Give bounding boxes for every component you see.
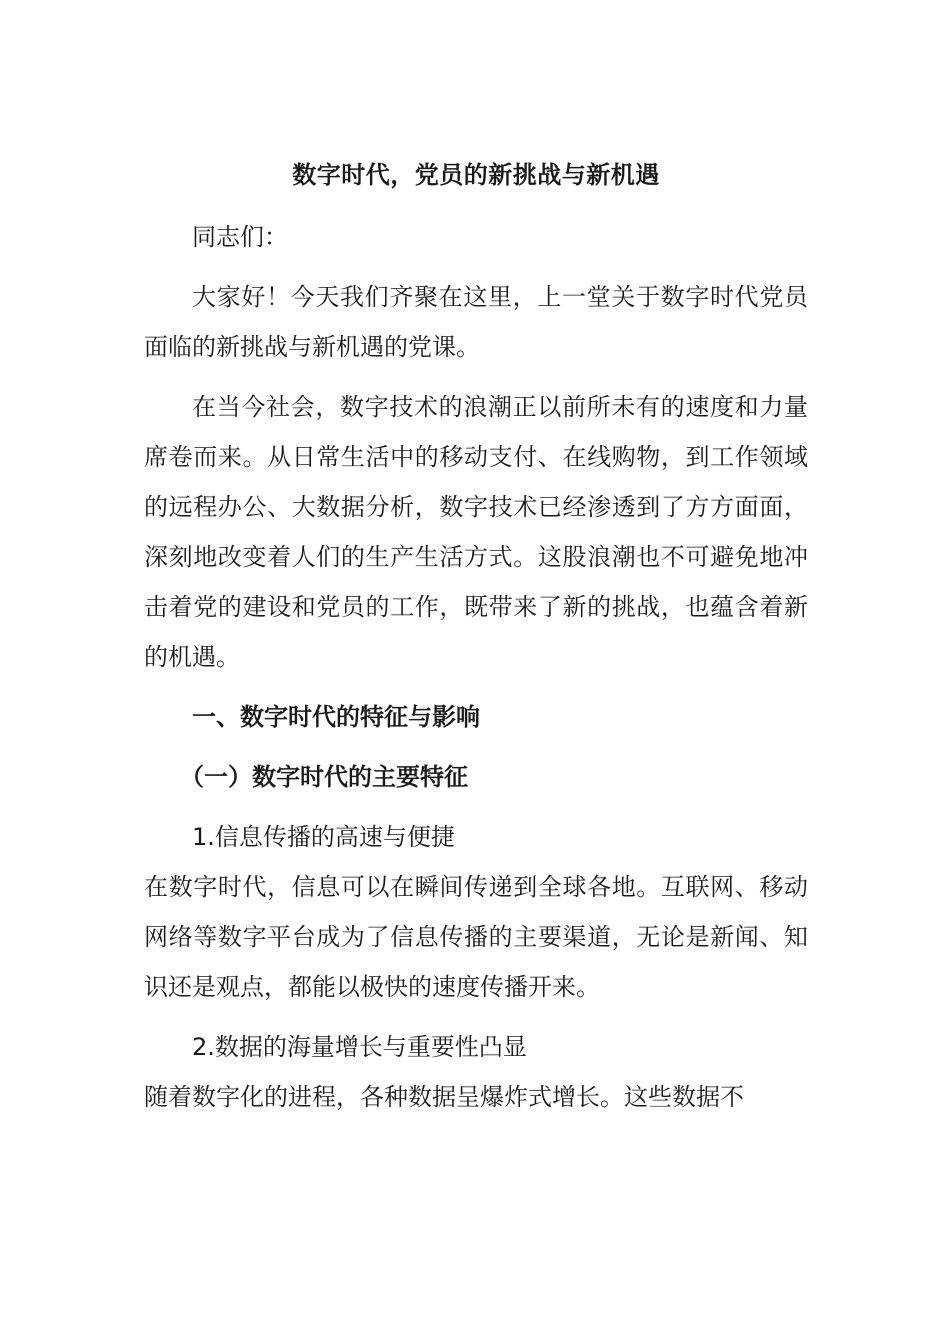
item-text: 随着数字化的进程，各种数据呈爆炸式增长。这些数据不 — [144, 1083, 744, 1111]
document-title: 数字时代，党员的新挑战与新机遇 — [292, 161, 660, 189]
subsection-heading: （一）数字时代的主要特征 — [180, 763, 468, 791]
item-title: 2.数据的海量增长与重要性凸显 — [192, 1033, 527, 1061]
body-paragraph: 在当今社会，数字技术的浪潮正以前所未有的速度和力量席卷而来。从日常生活中的移动支付、在线购物，到工作领域的远程办公、大数据分析，数字技术已经渗透到了方方面面，深刻地改变着人们的生产生活方式。这股浪潮也不可避免地冲击着党的建设和党员的工作，既带来了新的挑战，也蕴含着新的机遇。 — [144, 393, 808, 671]
intro-paragraph: 大家好！今天我们齐聚在这里，上一堂关于数字时代党员面临的新挑战与新机遇的党课。 — [144, 283, 808, 361]
item-text: 在数字时代，信息可以在瞬间传递到全球各地。互联网、移动网络等数字平台成为了信息传播的主要渠道，无论是新闻、知识还是观点，都能以极快的速度传播开来。 — [144, 873, 808, 1001]
document-body — [144, 150, 808, 1122]
item-title: 1.信息传播的高速与便捷 — [192, 823, 455, 851]
section-heading: 一、数字时代的特征与影响 — [192, 703, 480, 731]
salutation: 同志们： — [192, 223, 288, 251]
